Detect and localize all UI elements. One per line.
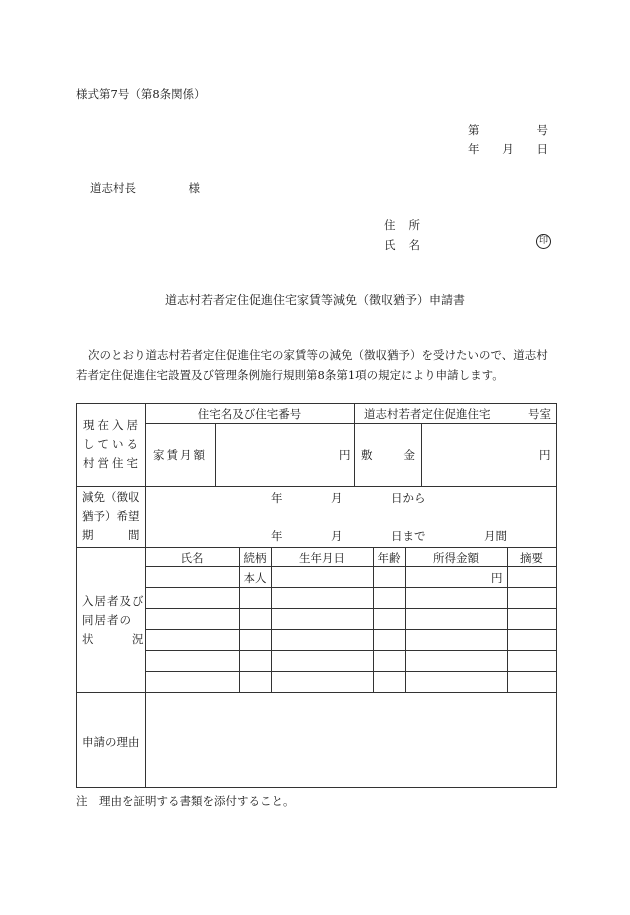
deposit-yen: 円 <box>539 448 551 462</box>
vline <box>271 547 272 692</box>
col-income: 所得金額 <box>433 551 479 565</box>
income-yen: 円 <box>491 571 503 585</box>
addressee-name: 道志村長 <box>90 181 136 195</box>
name-label-char-1: 氏 <box>384 238 396 252</box>
to-month: 月 <box>331 529 343 543</box>
first-relation: 本人 <box>243 571 267 585</box>
deposit-label-char-2: 金 <box>403 448 415 462</box>
vline <box>239 547 240 692</box>
rent-label: 家賃月額 <box>153 448 207 462</box>
hline <box>145 566 556 567</box>
to-day: 日まで <box>391 529 426 543</box>
rent-yen: 円 <box>339 448 351 462</box>
col-birthdate: 生年月日 <box>299 551 345 565</box>
vline <box>354 404 355 486</box>
form-number: 様式第7号（第8条関係） <box>76 87 206 101</box>
period-label: 減免（徴収 猶予）希望 期 間 <box>82 490 140 542</box>
footnote: 注 理由を証明する書類を添付すること。 <box>76 794 295 808</box>
day-label: 日 <box>536 142 548 156</box>
housing-name-value: 道志村若者定住促進住宅 <box>364 407 491 421</box>
year-label: 年 <box>468 142 480 156</box>
hline <box>77 486 556 487</box>
months-count: 月間 <box>484 529 507 543</box>
vline <box>145 404 146 787</box>
number-prefix: 第 <box>468 123 480 137</box>
col-remarks: 摘要 <box>520 551 543 565</box>
hline <box>145 671 556 672</box>
vline <box>405 547 406 692</box>
col-name: 氏名 <box>180 551 204 565</box>
col-relation: 続柄 <box>243 551 267 565</box>
name-label <box>384 237 420 253</box>
addressee-honorific: 様 <box>188 181 200 195</box>
hline <box>145 629 556 630</box>
vline <box>507 547 508 692</box>
from-month: 月 <box>331 491 343 505</box>
document-number-line <box>468 122 548 138</box>
address-label-char-1: 住 <box>384 218 396 232</box>
residence-label: 現在入居 している 村営住宅 <box>83 418 141 470</box>
hline <box>145 650 556 651</box>
col-age: 年齢 <box>377 551 401 565</box>
residents-label: 入居者及び 同居者の 状 況 <box>82 594 145 646</box>
number-suffix: 号 <box>536 123 548 137</box>
address-label <box>384 217 420 233</box>
name-label-char-2: 名 <box>408 238 420 252</box>
housing-name-label: 住宅名及び住宅番号 <box>197 407 302 421</box>
hline <box>145 423 556 424</box>
addressee <box>90 180 200 196</box>
room-suffix: 号室 <box>528 407 551 421</box>
reason-label: 申請の理由 <box>82 735 140 749</box>
deposit-label-char-1: 敷 <box>361 448 373 462</box>
hline <box>77 547 556 548</box>
from-year: 年 <box>271 491 283 505</box>
month-label: 月 <box>502 142 514 156</box>
from-day: 日から <box>391 491 426 505</box>
hline <box>145 608 556 609</box>
to-year: 年 <box>271 529 283 543</box>
vline <box>373 547 374 692</box>
document-title: 道志村若者定住促進住宅家賃等減免（徴収猶予）申請書 <box>164 293 465 307</box>
hline <box>145 587 556 588</box>
intro-paragraph: 次のとおり道志村若者定住促進住宅の家賃等の減免（徴収猶予）を受けたいので、道志村若者定住促進住宅設置及び管理条例施行規則第8条第1項の規定により申請します。 <box>76 348 548 382</box>
deposit-label <box>361 447 415 463</box>
address-label-char-2: 所 <box>408 218 420 232</box>
vline <box>215 423 216 486</box>
date-line <box>468 141 548 157</box>
vline <box>421 423 422 486</box>
application-table <box>76 403 557 788</box>
seal-mark: 印 <box>536 234 551 249</box>
hline <box>77 692 556 693</box>
